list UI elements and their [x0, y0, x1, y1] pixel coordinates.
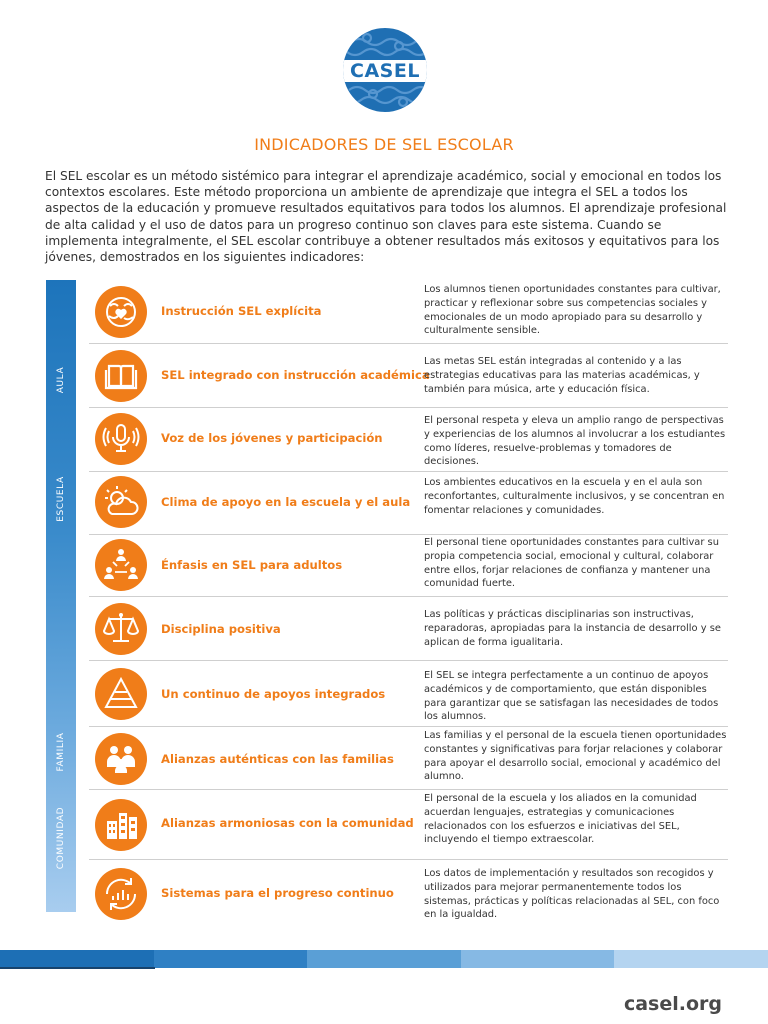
- indicator-name: Énfasis en SEL para adultos: [161, 558, 343, 572]
- indicator-name: SEL integrado con instrucción académica: [161, 368, 430, 382]
- indicator-description: Los datos de implementación y resultados son recogidos y utilizados para mejorar permanentemente todos los sistemas, prácticas y políticas relacionadas al SEL, con foco en la igualdad.: [424, 868, 720, 921]
- casel-logo: [343, 28, 427, 112]
- sidebar-label-aula: AULA: [56, 366, 66, 394]
- microphone-icon: [95, 413, 147, 465]
- indicator-description: Las metas SEL están integradas al contenido y a las estrategias educativas para las materias académicas, y también para música, arte y educación física.: [424, 356, 700, 395]
- indicator-row: [89, 727, 728, 790]
- indicator-row: [89, 344, 728, 408]
- indicator-row: [89, 790, 728, 860]
- brain-heart-icon: [95, 286, 147, 338]
- indicator-description: El personal respeta y eleva un amplio rango de perspectivas y experiencias de los alumnos al involucrar a los estudiantes como líderes, resuelve-problemas y tomadores de decisiones.: [424, 415, 726, 468]
- buildings-icon: [95, 799, 147, 851]
- indicator-row: [89, 860, 728, 930]
- footer-underline: [0, 967, 155, 969]
- indicator-name: Disciplina positiva: [161, 622, 281, 636]
- triangle-tiers-icon: [95, 668, 147, 720]
- indicator-row: [89, 280, 728, 344]
- indicator-description: Las familias y el personal de la escuela tienen oportunidades constantes y significativas para forjar relaciones y colaborar para apoyar el desarrollo social, emocional y académico del alumno.: [424, 730, 727, 783]
- indicator-description: El SEL se integra perfectamente a un continuo de apoyos académicos y de comportamiento, que están disponibles para garantizar que se satisfagan las necesidades de todos los alumnos.: [424, 670, 719, 723]
- indicator-row: [89, 408, 728, 472]
- site-link[interactable]: casel.org: [623, 993, 722, 1015]
- sidebar-label-familia: FAMILIA: [56, 732, 66, 772]
- indicator-description: Las políticas y prácticas disciplinarias son instructivas, reparadoras, apropiadas para la instancia de desarrollo y se aplican de forma igualitaria.: [424, 609, 721, 648]
- family-icon: [95, 733, 147, 785]
- indicator-name: Instrucción SEL explícita: [161, 304, 322, 318]
- intro-paragraph: El SEL escolar es un método sistémico para integrar el aprendizaje académico, social y emocional en todos los contextos escolares. Este método proporciona un ambiente de aprendizaje que integra el SEL a todos los aspectos de la educación y promueve resultados equitativos para todos los alumnos. El aprendizaje profesional de alta calidad y el uso de datos para un progreso continuo son claves para este sistema. Cuando se implementa integralmente, el SEL escolar contribuye a obtener resultados más exitosos y equitativos para los jóvenes, demostrados en los siguientes indicadores:: [45, 169, 727, 265]
- indicator-description: El personal de la escuela y los aliados en la comunidad acuerdan lenguajes, estrategias y comunicaciones relacionados con los esfuerzos e iniciativas del SEL, incluyendo el tiempo extraescolar.: [424, 793, 697, 846]
- indicator-name: Alianzas auténticas con las familias: [161, 752, 394, 766]
- growth-cycle-icon: [95, 868, 147, 920]
- indicator-name: Clima de apoyo en la escuela y el aula: [161, 495, 411, 509]
- indicator-description: El personal tiene oportunidades constantes para cultivar su propia competencia social, emocional y cultural, colaborar entre ellos, forjar relaciones de confianza y mantener una comunidad fuerte.: [424, 537, 719, 590]
- sidebar-label-escuela: ESCUELA: [56, 476, 66, 522]
- sun-cloud-icon: [95, 476, 147, 528]
- indicator-description: Los ambientes educativos en la escuela y en el aula son reconfortantes, culturalmente inclusivos, y se concentran en fomentar relaciones y comunidades.: [424, 477, 725, 516]
- indicator-row: [89, 661, 728, 727]
- people-network-icon: [95, 539, 147, 591]
- indicator-name: Alianzas armoniosas con la comunidad: [161, 816, 414, 830]
- footer-color-bar: [0, 950, 768, 968]
- indicator-name: Voz de los jóvenes y participación: [161, 431, 383, 445]
- indicator-description: Los alumnos tienen oportunidades constantes para cultivar, practicar y reflexionar sobre sus competencias sociales y emocionales de un modo apropiado para su desarrollo y culturalmente sensible.: [424, 284, 721, 337]
- book-icon: [95, 350, 147, 402]
- page-title: INDICADORES DE SEL ESCOLAR: [254, 135, 514, 154]
- scales-icon: [95, 603, 147, 655]
- indicator-row: [89, 535, 728, 597]
- sidebar-label-comunidad: COMUNIDAD: [56, 806, 66, 870]
- indicator-row: [89, 472, 728, 535]
- indicator-row: [89, 597, 728, 661]
- indicator-name: Un continuo de apoyos integrados: [161, 687, 386, 701]
- logo-text: CASEL: [350, 60, 420, 82]
- indicator-name: Sistemas para el progreso continuo: [161, 886, 394, 900]
